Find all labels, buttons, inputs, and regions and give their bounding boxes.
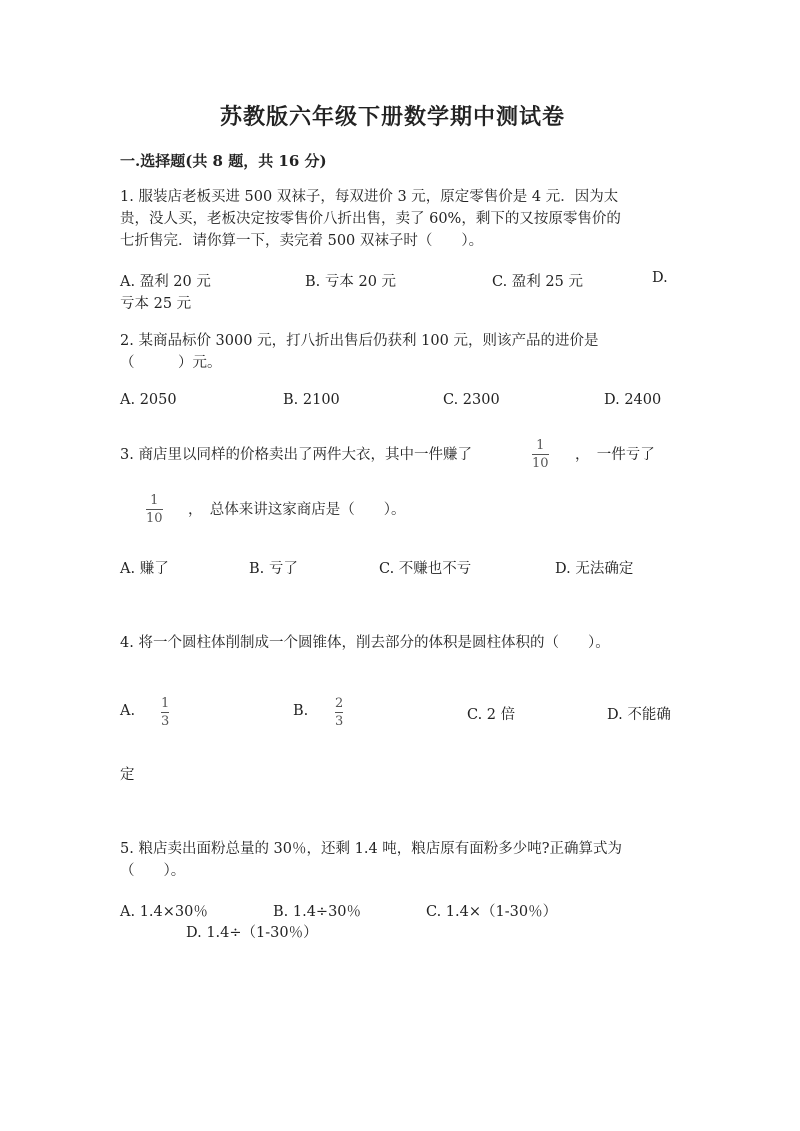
question-3-text-part-3: ， 总体来讲这家商店是（ ）。 — [188, 502, 406, 518]
fraction-bar — [146, 509, 163, 510]
question-3-option-c: C. 不赚也不亏 — [379, 561, 472, 577]
question-4-option-c: C. 2 倍 — [467, 707, 516, 723]
fraction-denominator: 10 — [532, 456, 549, 471]
question-4-option-b-label: B. — [293, 703, 309, 719]
question-2-line-2: （ ）元。 — [120, 355, 222, 371]
question-3-text-part-2: ， 一件亏了 — [575, 447, 655, 463]
question-3-option-d: D. 无法确定 — [555, 561, 634, 577]
fraction-denominator: 3 — [335, 714, 344, 729]
fraction-bar — [161, 712, 169, 713]
question-4-line-1: 4. 将一个圆柱体削制成一个圆锥体，削去部分的体积是圆柱体积的（ ）。 — [120, 635, 610, 651]
question-5-line-2: （ ）。 — [120, 863, 186, 879]
question-5-line-1: 5. 粮店卖出面粉总量的 30％，还剩 1.4 吨，粮店原有面粉多少吨?正确算式为 — [120, 841, 623, 857]
question-3-fraction-1 — [532, 438, 549, 471]
question-5-option-c: C. 1.4×（1-30％） — [426, 904, 558, 920]
question-1-line-3: 七折售完．请你算一下，卖完着 500 双袜子时（ ）。 — [120, 233, 484, 249]
question-2-option-c: C. 2300 — [443, 392, 500, 408]
question-4-option-b-fraction — [335, 696, 343, 729]
question-1-option-b: B. 亏本 20 元 — [305, 274, 397, 290]
section-heading: 一.选择题(共 8 题，共 16 分) — [120, 152, 327, 170]
question-4-option-d-cont: 定 — [120, 767, 135, 783]
fraction-bar — [532, 454, 549, 455]
question-4-option-a-fraction — [161, 696, 169, 729]
question-1-option-c: C. 盈利 25 元 — [492, 274, 583, 290]
question-1-line-2: 贵，没人买，老板决定按零售价八折出售，卖了 60%，剩下的又按原零售价的 — [120, 211, 621, 227]
question-2-line-1: 2. 某商品标价 3000 元，打八折出售后仍获利 100 元，则该产品的进价是 — [120, 333, 599, 349]
question-5-option-b: B. 1.4÷30％ — [273, 904, 362, 920]
fraction-denominator: 3 — [161, 714, 170, 729]
question-2-option-d: D. 2400 — [604, 392, 662, 408]
question-3-option-b: B. 亏了 — [249, 561, 298, 577]
question-3-option-a: A. 赚了 — [120, 561, 169, 577]
fraction-numerator: 2 — [335, 696, 344, 711]
question-4-option-d: D. 不能确 — [607, 707, 671, 723]
fraction-bar — [335, 712, 343, 713]
fraction-numerator: 1 — [150, 493, 159, 508]
question-3-fraction-2 — [146, 493, 163, 526]
fraction-denominator: 10 — [146, 511, 163, 526]
fraction-numerator: 1 — [161, 696, 170, 711]
question-3-text-part-1: 3. 商店里以同样的价格卖出了两件大衣，其中一件赚了 — [120, 447, 472, 463]
fraction-numerator: 1 — [536, 438, 545, 453]
question-2-option-b: B. 2100 — [283, 392, 340, 408]
page-title: 苏教版六年级下册数学期中测试卷 — [220, 104, 566, 130]
question-1-option-d-cont: 亏本 25 元 — [120, 296, 192, 312]
question-5-option-a: A. 1.4×30％ — [120, 904, 208, 920]
question-4-option-a-label: A. — [120, 703, 136, 719]
question-1-line-1: 1. 服装店老板买进 500 双袜子，每双进价 3 元，原定零售价是 4 元．因为太 — [120, 189, 619, 205]
question-1-option-d: D. — [652, 270, 668, 286]
question-5-option-d: D. 1.4÷（1-30％） — [186, 925, 318, 941]
question-2-option-a: A. 2050 — [120, 392, 177, 408]
question-1-option-a: A. 盈利 20 元 — [120, 274, 211, 290]
